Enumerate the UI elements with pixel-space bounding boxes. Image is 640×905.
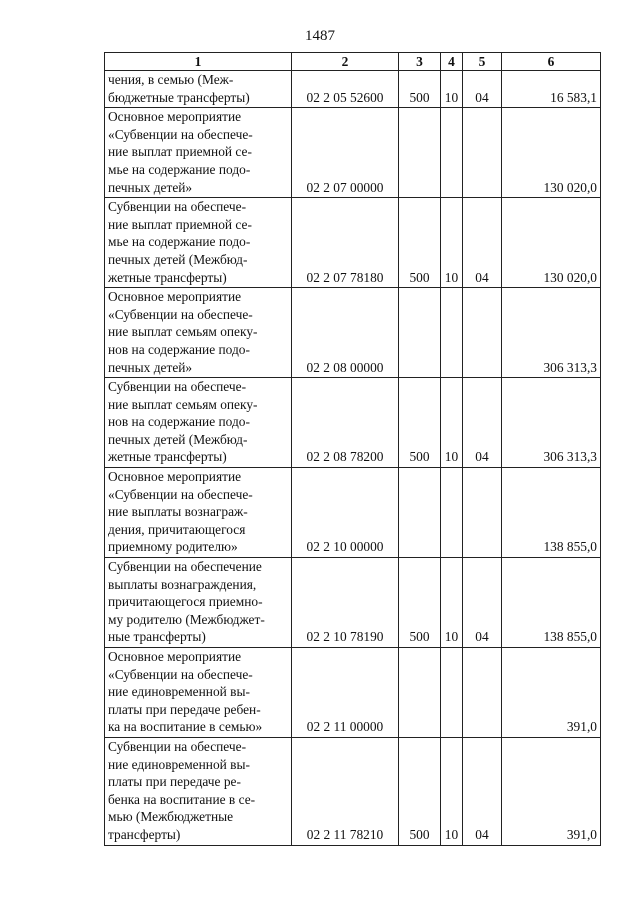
row-name-cell	[105, 378, 292, 468]
row-name-line: платы при передаче ребен-	[108, 701, 261, 717]
row-rz-cell	[441, 468, 463, 558]
row-vr-cell: 500	[399, 558, 441, 648]
header-row	[105, 53, 601, 71]
row-vr-cell: 500	[399, 737, 441, 845]
page-number: 1487	[305, 28, 335, 44]
row-sum-cell: 138 855,0	[502, 468, 601, 558]
row-name-line: ние выплат семьям опеку-	[108, 396, 258, 412]
row-name-line: печных детей (Межбюд-	[108, 431, 248, 447]
row-name-cell	[105, 198, 292, 288]
row-name-line: ные трансферты)	[108, 629, 206, 645]
table-row	[105, 378, 601, 468]
row-sum-cell: 130 020,0	[502, 108, 601, 198]
row-code-cell: 02 2 10 00000	[292, 468, 399, 558]
header-col-3: 3	[399, 53, 441, 71]
row-name-cell	[105, 737, 292, 845]
table-row	[105, 558, 601, 648]
row-code-cell: 02 2 11 00000	[292, 648, 399, 738]
row-vr-cell: 500	[399, 378, 441, 468]
row-name-line: печных детей»	[108, 179, 193, 195]
row-name-line: мье на содержание подо-	[108, 161, 251, 177]
row-sum-cell: 138 855,0	[502, 558, 601, 648]
header-col-4: 4	[441, 53, 463, 71]
row-vr-cell: 500	[399, 198, 441, 288]
row-rz-cell: 10	[441, 558, 463, 648]
row-name-line: ние выплат приемной се-	[108, 144, 252, 160]
row-name-line: ние выплат приемной се-	[108, 216, 252, 232]
table-row	[105, 648, 601, 738]
row-name-line: ка на воспитание в семью»	[108, 719, 263, 735]
row-pr-cell	[463, 468, 502, 558]
row-sum-cell: 130 020,0	[502, 198, 601, 288]
row-code-cell: 02 2 05 52600	[292, 71, 399, 108]
table-body	[105, 71, 601, 846]
row-code-cell: 02 2 07 00000	[292, 108, 399, 198]
table-row	[105, 198, 601, 288]
header-col-6: 6	[502, 53, 601, 71]
row-vr-cell	[399, 648, 441, 738]
row-rz-cell: 10	[441, 378, 463, 468]
row-name-line: причитающегося приемно-	[108, 594, 263, 610]
row-name-line: жетные трансферты)	[108, 449, 227, 465]
row-name-line: печных детей (Межбюд-	[108, 251, 248, 267]
row-name-cell	[105, 648, 292, 738]
row-pr-cell: 04	[463, 378, 502, 468]
row-sum-cell: 391,0	[502, 648, 601, 738]
row-name-line: печных детей»	[108, 359, 193, 375]
row-name-line: Субвенции на обеспечение	[108, 559, 262, 575]
row-rz-cell	[441, 648, 463, 738]
row-pr-cell	[463, 288, 502, 378]
row-vr-cell	[399, 288, 441, 378]
row-name-line: ние выплат семьям опеку-	[108, 324, 258, 340]
row-name-line: платы при передаче ре-	[108, 774, 241, 790]
row-name-cell	[105, 468, 292, 558]
row-vr-cell: 500	[399, 71, 441, 108]
table-row	[105, 288, 601, 378]
row-name-line: выплаты вознаграждения,	[108, 576, 257, 592]
row-name-line: му родителю (Межбюджет-	[108, 611, 265, 627]
row-name-line: жетные трансферты)	[108, 269, 227, 285]
row-name-line: «Субвенции на обеспече-	[108, 486, 253, 502]
row-vr-cell	[399, 468, 441, 558]
row-code-cell: 02 2 08 78200	[292, 378, 399, 468]
row-sum-cell: 306 313,3	[502, 378, 601, 468]
row-name-cell	[105, 71, 292, 108]
row-name-line: дения, причитающегося	[108, 521, 246, 537]
row-name-line: «Субвенции на обеспече-	[108, 666, 253, 682]
row-name-line: чения, в семью (Меж-	[108, 72, 234, 87]
row-pr-cell: 04	[463, 737, 502, 845]
table-row	[105, 71, 601, 108]
row-code-cell: 02 2 08 00000	[292, 288, 399, 378]
row-sum-cell: 16 583,1	[502, 71, 601, 108]
row-sum-cell: 391,0	[502, 737, 601, 845]
row-name-line: Основное мероприятие	[108, 649, 242, 664]
row-rz-cell	[441, 108, 463, 198]
table-row	[105, 108, 601, 198]
table-row	[105, 468, 601, 558]
row-code-cell: 02 2 11 78210	[292, 737, 399, 845]
row-name-line: мью (Межбюджетные	[108, 809, 234, 825]
row-name-cell	[105, 288, 292, 378]
row-name-cell	[105, 108, 292, 198]
table-header	[105, 53, 601, 71]
row-name-cell	[105, 558, 292, 648]
row-rz-cell	[441, 288, 463, 378]
row-name-line: Основное мероприятие	[108, 289, 242, 305]
row-code-cell: 02 2 07 78180	[292, 198, 399, 288]
row-name-line: Субвенции на обеспече-	[108, 738, 247, 754]
row-name-line: Основное мероприятие	[108, 469, 242, 485]
row-name-line: ние единовременной вы-	[108, 684, 250, 700]
row-vr-cell	[399, 108, 441, 198]
row-name-line: «Субвенции на обеспече-	[108, 306, 253, 322]
budget-table	[104, 52, 601, 846]
row-pr-cell: 04	[463, 558, 502, 648]
row-name-line: приемному родителю»	[108, 539, 238, 555]
row-name-line: мье на содержание подо-	[108, 234, 251, 250]
row-name-line: Основное мероприятие	[108, 109, 242, 125]
row-pr-cell: 04	[463, 198, 502, 288]
row-name-line: Субвенции на обеспече-	[108, 199, 247, 215]
row-sum-cell: 306 313,3	[502, 288, 601, 378]
row-rz-cell: 10	[441, 737, 463, 845]
row-name-line: бенка на воспитание в се-	[108, 791, 256, 807]
row-name-line: Субвенции на обеспече-	[108, 379, 247, 395]
row-name-line: бюджетные трансферты)	[108, 89, 250, 105]
row-name-line: ние выплаты вознаграж-	[108, 504, 248, 520]
row-pr-cell	[463, 648, 502, 738]
row-pr-cell: 04	[463, 71, 502, 108]
row-name-line: нов на содержание подо-	[108, 341, 250, 357]
row-rz-cell: 10	[441, 198, 463, 288]
row-rz-cell: 10	[441, 71, 463, 108]
header-col-5: 5	[463, 53, 502, 71]
table-row	[105, 737, 601, 845]
row-code-cell: 02 2 10 78190	[292, 558, 399, 648]
header-col-1: 1	[105, 53, 292, 71]
row-name-line: «Субвенции на обеспече-	[108, 126, 253, 142]
row-name-line: нов на содержание подо-	[108, 414, 250, 430]
row-name-line: трансферты)	[108, 826, 181, 842]
row-pr-cell	[463, 108, 502, 198]
header-col-2: 2	[292, 53, 399, 71]
row-name-line: ние единовременной вы-	[108, 756, 250, 772]
